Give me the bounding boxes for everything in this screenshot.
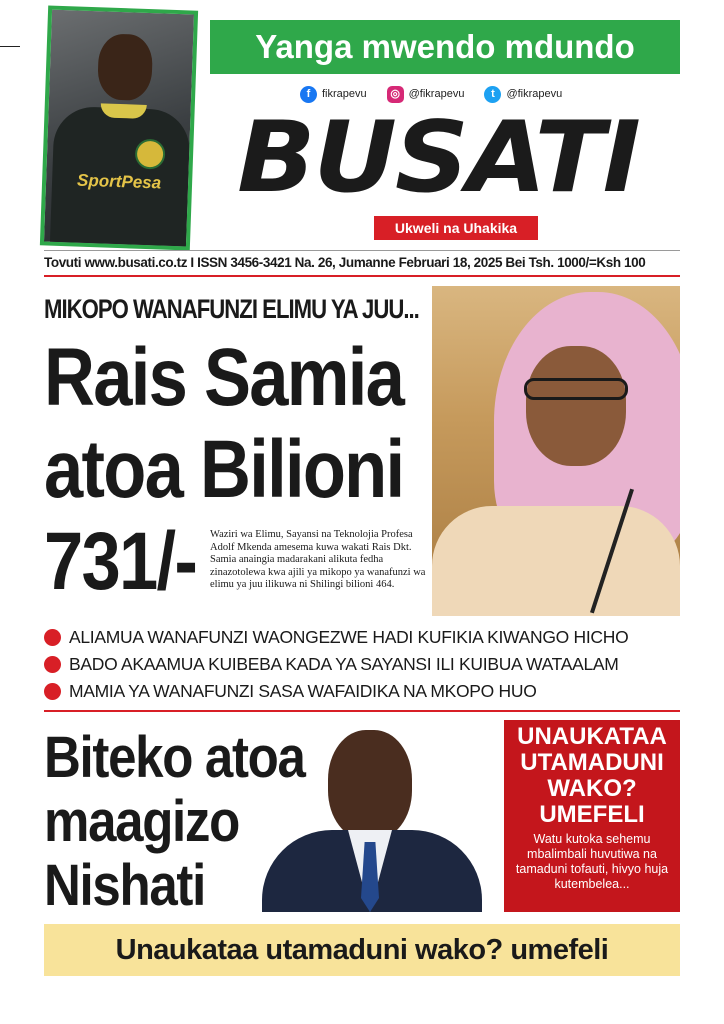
headline-line: maagizo xyxy=(44,789,239,854)
headline-line: Biteko atoa xyxy=(44,725,305,790)
section-divider xyxy=(44,710,680,712)
instagram-icon: ◎ xyxy=(387,86,404,103)
bullet-item xyxy=(44,651,680,678)
twitter-icon: t xyxy=(484,86,501,103)
bullet-item xyxy=(44,678,680,705)
social-facebook[interactable] xyxy=(300,86,367,103)
yanga-player-photo xyxy=(40,5,198,250)
info-divider-bottom xyxy=(44,275,680,277)
main-story-kicker: MIKOPO WANAFUNZI ELIMU YA JUU... xyxy=(44,294,419,324)
teaser-title-line: WAKO? xyxy=(547,775,637,802)
minister-photo xyxy=(244,720,500,912)
teaser-title xyxy=(504,724,680,828)
twitter-handle: @fikrapevu xyxy=(506,88,563,100)
teaser-body: Watu kutoka sehemu mbalimbali huvutiwa na tamaduni tofauti, hivyo huja kutembelea... xyxy=(515,832,669,891)
instagram-handle: @fikrapevu xyxy=(408,88,465,100)
social-instagram[interactable] xyxy=(387,86,465,103)
bullet-text: ALIAMUA WANAFUNZI WAONGEZWE HADI KUFIKIA KIWANGO HICHO xyxy=(69,627,629,647)
dress-shape xyxy=(432,506,680,616)
main-story-lead: Waziri wa Elimu, Sayansi na Teknolojia Profesa Adolf Mkenda amesema kuwa wakati Rais Dkt. Samia anaingia madarakani alikuta fedha zinazotolewa kwa ajili ya mikopo ya wanafunzi wa elimu ya juu ilikuwa ni Shilingi bilioni 464. xyxy=(210,529,426,591)
footer-strip-headline[interactable]: Unaukataa utamaduni wako? umefeli xyxy=(44,924,680,976)
glasses-shape xyxy=(524,378,628,400)
bullet-text: MAMIA YA WANAFUNZI SASA WAFAIDIKA NA MKOPO HUO xyxy=(69,681,537,701)
info-divider-top xyxy=(44,250,680,251)
slogan-badge: Ukweli na Uhakika xyxy=(374,216,538,240)
teaser-title-line: UNAUKATAA xyxy=(517,723,667,750)
facebook-handle: fikrapevu xyxy=(322,88,367,100)
bullet-dot-icon xyxy=(44,683,61,700)
minister-head xyxy=(328,730,412,840)
bullet-dot-icon xyxy=(44,629,61,646)
president-photo xyxy=(432,286,680,616)
top-banner[interactable]: Yanga mwendo mdundo xyxy=(210,20,680,74)
issue-info-line: Tovuti www.busati.co.tz I ISSN 3456-3421 Na. 26, Jumanne Februari 18, 2025 Bei Tsh. 1000/=Ksh 100 xyxy=(44,255,646,270)
headline-line: Nishati xyxy=(44,853,205,918)
player-head xyxy=(97,33,153,101)
culture-teaser-box[interactable] xyxy=(504,720,680,912)
headline-line: 731/- xyxy=(44,516,197,607)
face-shape xyxy=(526,346,626,466)
bullet-text: BADO AKAAMUA KUIBEBA KADA YA SAYANSI ILI KUIBUA WATAALAM xyxy=(69,654,619,674)
facebook-icon: f xyxy=(300,86,317,103)
headline-line: Rais Samia xyxy=(44,332,404,423)
main-story-bullets xyxy=(44,624,680,705)
teaser-title-line: UTAMADUNI xyxy=(520,749,664,776)
shirt-sponsor-logo: SportPesa xyxy=(76,170,162,193)
headline-line: atoa Bilioni xyxy=(44,424,404,515)
bullet-item xyxy=(44,624,680,651)
social-twitter[interactable] xyxy=(484,86,562,103)
corner-rule xyxy=(0,46,20,47)
bullet-dot-icon xyxy=(44,656,61,673)
masthead-logo: BUSATI xyxy=(237,101,639,215)
teaser-title-line: UMEFELI xyxy=(539,801,645,828)
